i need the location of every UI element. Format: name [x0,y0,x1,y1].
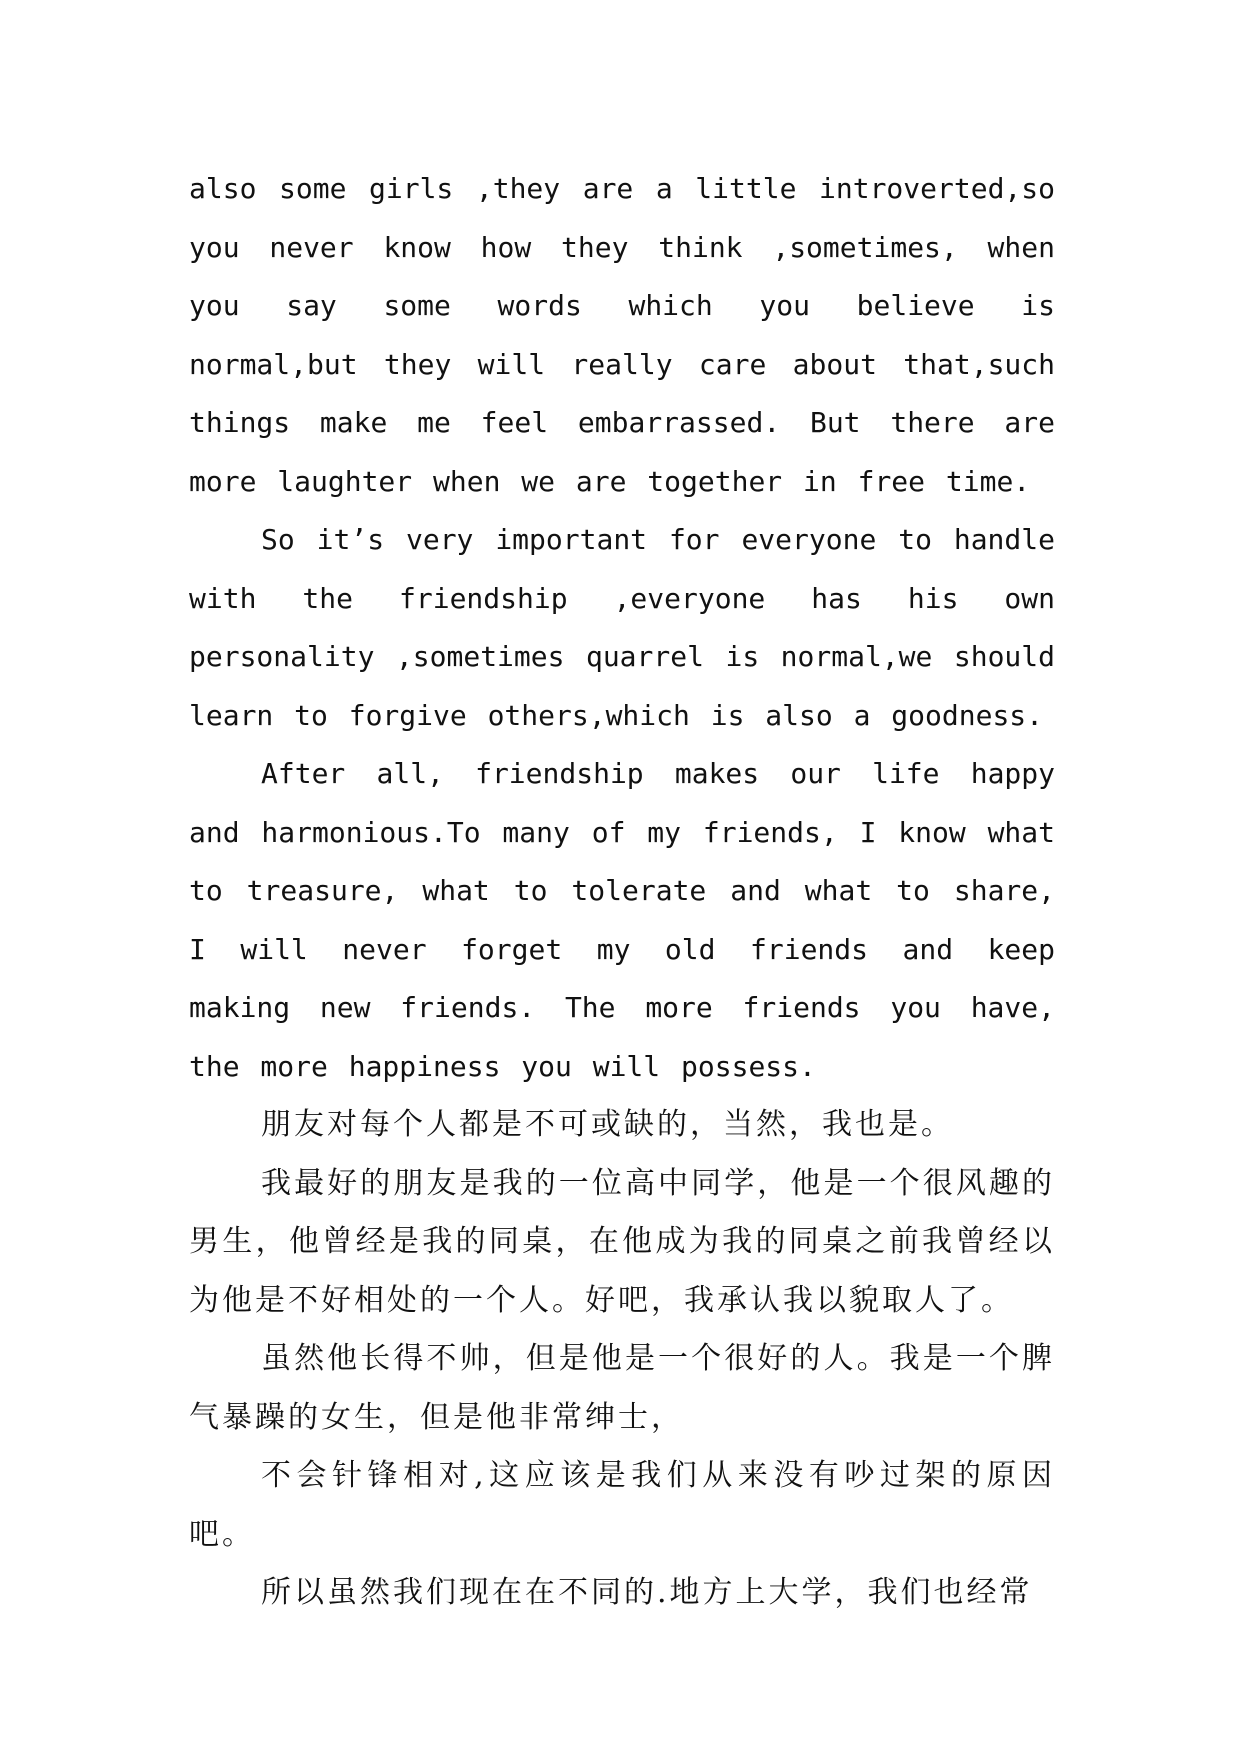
paragraph-cn-friends-indispensable: 朋友对每个人都是不可或缺的，当然，我也是。 [261,1107,954,1142]
paragraph-cn-best-friend: 我最好的朋友是我的一位高中同学，他是一个很风趣的男生，他曾经是我的同桌，在他成为我的同桌之前我曾经以为他是不好相处的一个人。好吧，我承认我以貌取人了。 [189,1165,1055,1318]
paragraph-girls-introverted: also some girls ,they are a little introverted,so you never know how they think ,sometimes, when you say some words which you believe is normal,but they will really care about that,such things make me feel embarrassed. But there are more laughter when we are together in free time. [189,172,1055,498]
document-page [189,160,1055,1623]
paragraph-cn-not-handsome: 虽然他长得不帅，但是他是一个很好的人。我是一个脾气暴躁的女生，但是他非常绅士， [189,1341,1055,1435]
paragraph-after-all: After all, friendship makes our life happy and harmonious.To many of my friends, I know what to treasure, what to tolerate and what to share, I will never forget my old friends and keep making new friends. The more friends you have, the more happiness you will possess. [189,757,1055,1083]
paragraph-cn-different-universities: 所以虽然我们现在在不同的.地方上大学，我们也经常 [261,1575,1033,1610]
paragraph-handle-friendship: So it’s very important for everyone to handle with the friendship ,everyone has his own personality ,sometimes quarrel is normal,we should learn to forgive others,which is also a goodness. [189,523,1055,732]
paragraph-cn-never-quarrel: 不会针锋相对,这应该是我们从来没有吵过架的原因吧。 [189,1458,1055,1552]
